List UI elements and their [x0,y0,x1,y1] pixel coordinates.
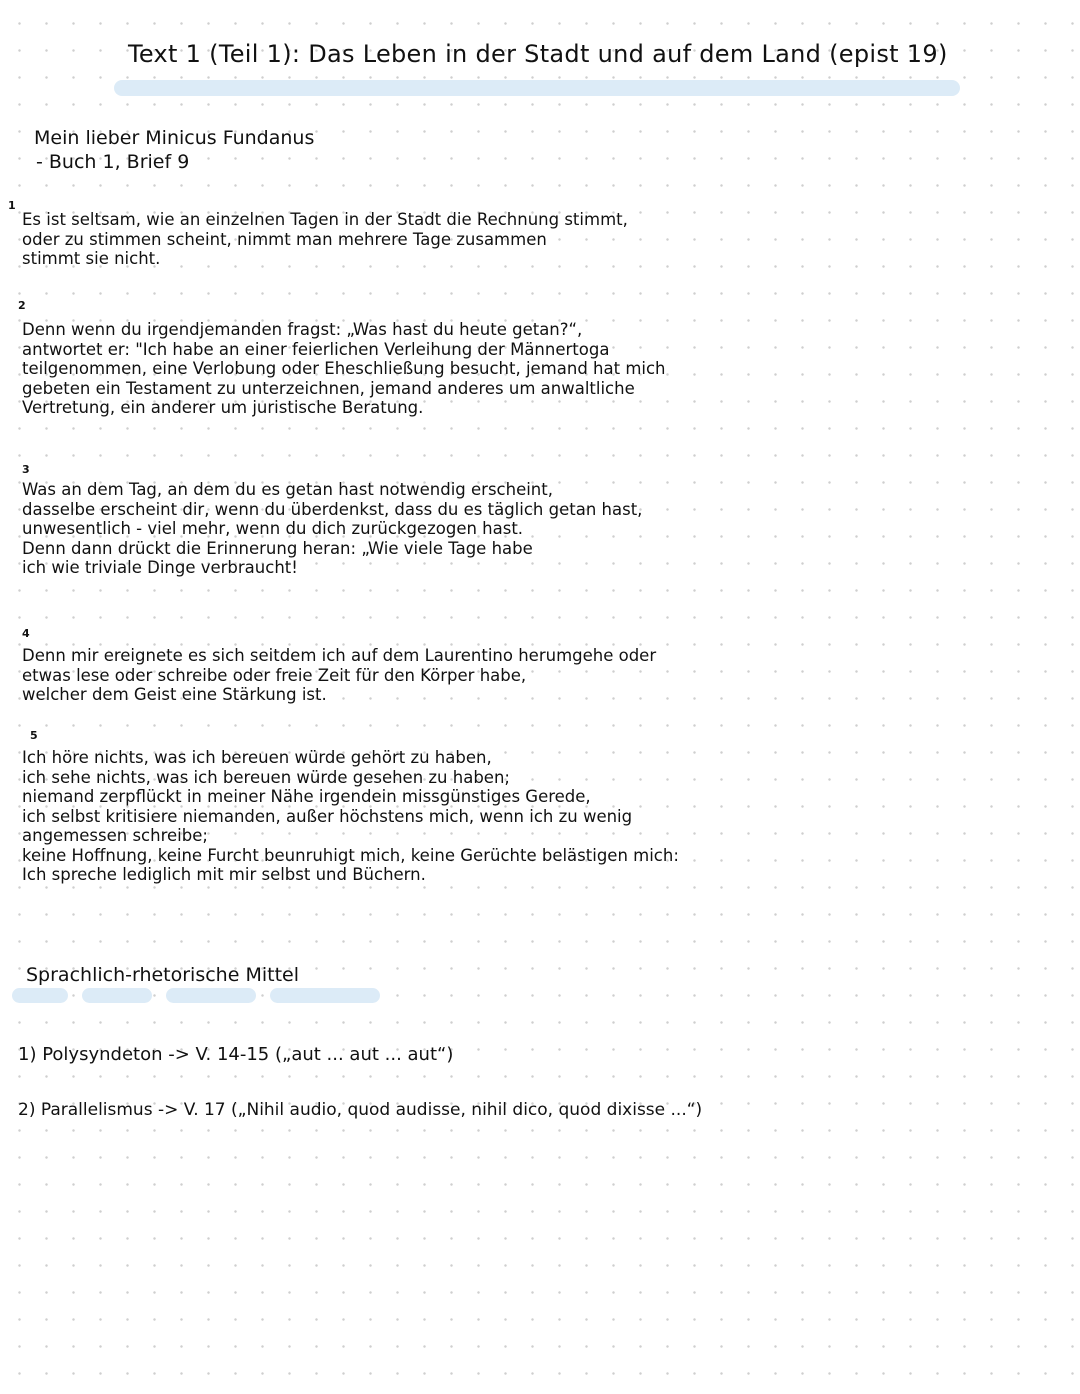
title-highlight [114,80,960,96]
text-line: unwesentlich - viel mehr, wenn du dich zurückgezogen hast. [22,519,524,538]
text-line: Was an dem Tag, an dem du es getan hast notwendig erscheint, [22,480,553,499]
paragraph-number: 4 [22,627,30,640]
text-line: ich selbst kritisiere niemanden, außer höchstens mich, wenn ich zu wenig [22,806,633,826]
text-line: Denn mir ereignete es sich seitdem ich auf dem Laurentino herumgehe oder [22,646,657,665]
heading-highlight [270,988,380,1003]
heading-highlight [82,988,152,1003]
device-polysyndeton: 1) Polysyndeton -> V. 14-15 („aut ... aut ... aut“) [18,1044,454,1065]
letter-greeting [34,126,314,174]
text-line: Es ist seltsam, wie an einzelnen Tagen in der Stadt die Rechnung stimmt, [22,210,628,229]
text-line: Denn dann drückt die Erinnerung heran: „Wie viele Tage habe [22,538,533,558]
paragraph-number: 1 [8,199,16,212]
text-line: Ich spreche lediglich mit mir selbst und Büchern. [22,865,426,884]
text-line: etwas lese oder schreibe oder freie Zeit für den Körper habe, [22,665,527,685]
text-line: stimmt sie nicht. [22,249,161,268]
heading-highlight [12,988,68,1003]
heading-highlight [166,988,256,1003]
text-line: ich sehe nichts, was ich bereuen würde gesehen zu haben; [22,767,510,787]
text-line: keine Hoffnung, keine Furcht beunruhigt mich, keine Gerüchte belästigen mich: [22,845,679,865]
page-title: Text 1 (Teil 1): Das Leben in der Stadt und auf dem Land (epist 19) [128,40,948,68]
text-line: teilgenommen, eine Verlobung oder Eheschließung besucht, jemand hat mich [22,359,666,378]
greeting-addressee: Mein lieber Minicus Fundanus [34,127,315,149]
text-line: Vertretung, ein anderer um juristische Beratung. [22,398,424,417]
text-line: angemessen schreibe; [22,826,208,845]
text-line: gebeten ein Testament zu unterzeichnen, jemand anderes um anwaltliche [22,378,635,398]
paragraph-3 [22,480,1032,578]
paragraph-5 [22,748,1032,885]
text-line: Ich höre nichts, was ich bereuen würde gehört zu haben, [22,748,492,767]
greeting-source: - Buch 1, Brief 9 [36,151,190,173]
text-line: niemand zerpflückt in meiner Nähe irgendein missgünstiges Gerede, [22,787,591,806]
text-line: Denn wenn du irgendjemanden fragst: „Was hast du heute getan?“, [22,320,583,339]
text-line: dasselbe erscheint dir, wenn du überdenkst, dass du es täglich getan hast, [22,499,643,519]
paragraph-2 [22,320,1032,418]
text-line: antwortet er: "Ich habe an einer feierlichen Verleihung der Männertoga [22,339,610,359]
paragraph-number: 5 [30,729,38,742]
section-heading: Sprachlich-rhetorische Mittel [26,964,299,986]
text-line: oder zu stimmen scheint, nimmt man mehrere Tage zusammen [22,229,547,249]
paragraph-1 [22,210,1032,269]
paragraph-number: 3 [22,463,30,476]
text-line: ich wie triviale Dinge verbraucht! [22,558,298,577]
text-line: welcher dem Geist eine Stärkung ist. [22,685,327,704]
paragraph-4 [22,646,1032,705]
device-parallelismus: 2) Parallelismus -> V. 17 („Nihil audio, quod audisse, nihil dico, quod dixisse ...“) [18,1100,703,1120]
paragraph-number: 2 [18,299,26,312]
